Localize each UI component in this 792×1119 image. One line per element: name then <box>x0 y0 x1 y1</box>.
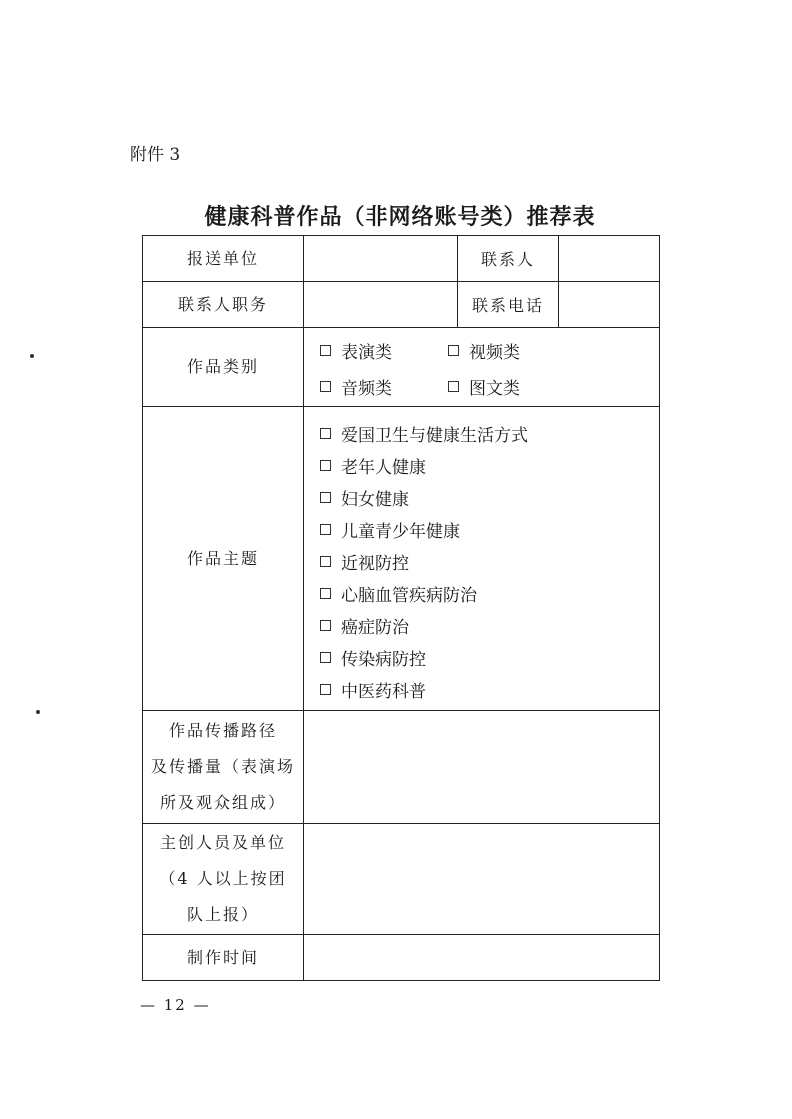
creators-field[interactable] <box>304 824 659 934</box>
checkbox-icon[interactable] <box>320 428 331 439</box>
spread-label: 作品传播路径 及传播量（表演场 所及观众组成） <box>143 711 304 823</box>
contact-phone-label: 联系电话 <box>457 282 558 327</box>
theme-options <box>304 407 659 710</box>
checkbox-icon[interactable] <box>320 524 331 535</box>
production-time-field[interactable] <box>304 935 659 980</box>
checkbox-icon[interactable] <box>448 381 459 392</box>
contact-field[interactable] <box>558 236 659 281</box>
theme-option[interactable]: 儿童青少年健康 <box>320 513 659 545</box>
scan-mark <box>30 354 34 358</box>
submit-unit-field[interactable] <box>304 236 457 281</box>
submit-unit-label: 报送单位 <box>143 236 304 281</box>
category-options <box>320 334 659 402</box>
contact-position-label: 联系人职务 <box>143 282 304 327</box>
checkbox-icon[interactable] <box>320 381 331 392</box>
theme-option[interactable]: 老年人健康 <box>320 449 659 481</box>
page-number: — 12 — <box>140 996 211 1014</box>
theme-option[interactable]: 中医药科普 <box>320 673 659 705</box>
checkbox-icon[interactable] <box>320 345 331 356</box>
theme-option[interactable]: 心脑血管疾病防治 <box>320 577 659 609</box>
checkbox-icon[interactable] <box>320 652 331 663</box>
category-option[interactable]: 音频类 <box>320 370 448 402</box>
checkbox-icon[interactable] <box>320 620 331 631</box>
checkbox-icon[interactable] <box>320 460 331 471</box>
checkbox-icon[interactable] <box>320 588 331 599</box>
row-contact-position <box>142 281 660 327</box>
checkbox-icon[interactable] <box>320 684 331 695</box>
row-submit-unit <box>142 235 660 281</box>
attachment-label: 附件 3 <box>130 145 181 165</box>
checkbox-icon[interactable] <box>320 556 331 567</box>
category-option[interactable]: 视频类 <box>448 334 578 366</box>
form-title: 健康科普作品（非网络账号类）推荐表 <box>204 204 596 230</box>
category-option[interactable]: 图文类 <box>448 370 578 402</box>
row-production-time <box>142 934 660 981</box>
contact-label: 联系人 <box>457 236 558 281</box>
theme-option[interactable]: 传染病防控 <box>320 641 659 673</box>
production-time-label: 制作时间 <box>143 935 304 980</box>
theme-option[interactable]: 癌症防治 <box>320 609 659 641</box>
creators-label: 主创人员及单位 （4 人以上按团 队上报） <box>143 824 304 934</box>
spread-field[interactable] <box>304 711 659 823</box>
row-spread <box>142 710 660 823</box>
contact-position-field[interactable] <box>304 282 457 327</box>
contact-phone-field[interactable] <box>558 282 659 327</box>
recommendation-form <box>142 235 660 981</box>
theme-label: 作品主题 <box>143 407 304 710</box>
row-category <box>142 327 660 406</box>
checkbox-icon[interactable] <box>320 492 331 503</box>
row-theme <box>142 406 660 710</box>
checkbox-icon[interactable] <box>448 345 459 356</box>
theme-option[interactable]: 妇女健康 <box>320 481 659 513</box>
theme-option[interactable]: 近视防控 <box>320 545 659 577</box>
scan-mark <box>36 710 40 714</box>
category-label: 作品类别 <box>143 328 304 406</box>
theme-option[interactable]: 爱国卫生与健康生活方式 <box>320 417 659 449</box>
category-option[interactable]: 表演类 <box>320 334 448 366</box>
row-creators <box>142 823 660 934</box>
